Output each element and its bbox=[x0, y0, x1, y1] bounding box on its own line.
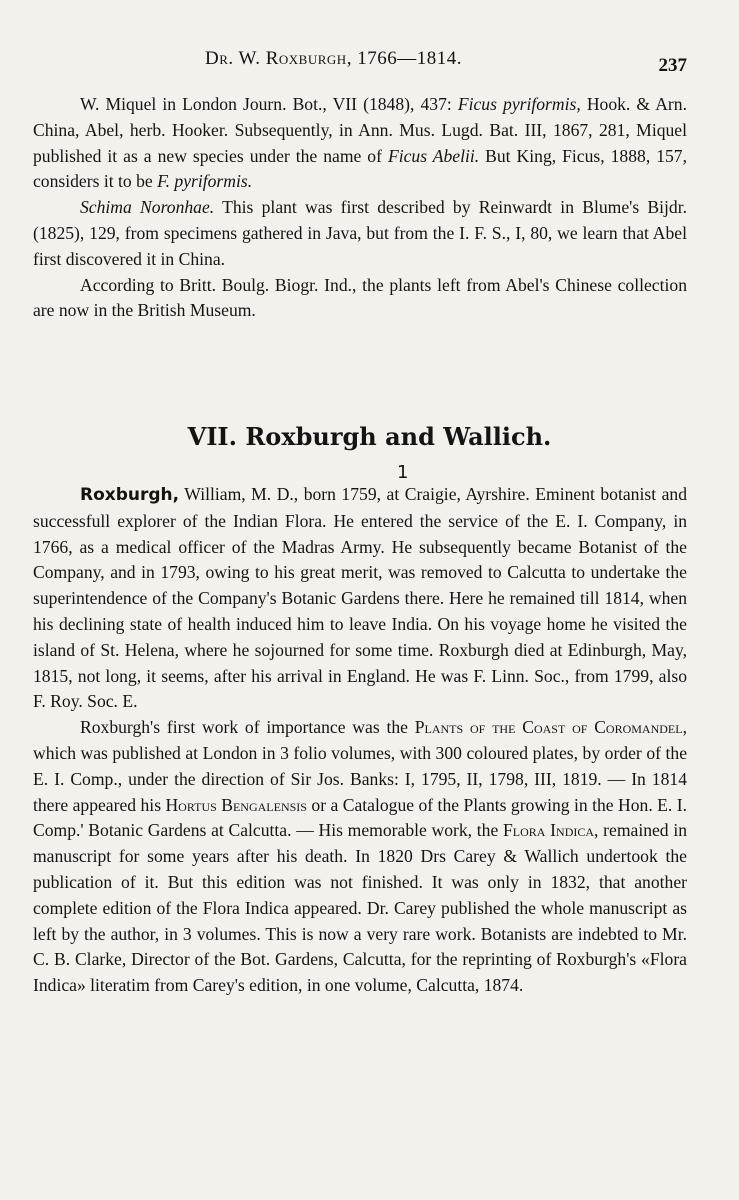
taxon-name: Ficus pyriformis, bbox=[457, 94, 581, 114]
running-head bbox=[0, 48, 739, 82]
taxon-name: Ficus Abelii. bbox=[387, 145, 480, 166]
paragraph-collection bbox=[33, 273, 687, 325]
page-number: 237 bbox=[658, 55, 687, 76]
paragraph-schima bbox=[33, 195, 687, 272]
entry-name: Roxburgh, bbox=[80, 485, 180, 505]
text-run: Roxburgh's first work of importance was the bbox=[80, 717, 415, 738]
text-run: or a Catalogue of the Plants growing in the Hon. E. I. Comp.' Botanic Gardens at Calcutta. — His memorable work, the bbox=[33, 794, 687, 841]
paragraph-biography bbox=[33, 482, 687, 715]
text-run: William, M. D., born 1759, at Craigie, Ayrshire. Eminent botanist and successfull explorer of the Indian Flora. He entered the service of the E. I. Company, in 1766, as a medical officer of the Madras Army. He subsequently became Botanist of the Company, and in 1793, owing to his great merit, was removed to Calcutta to undertake the superintendence of the Company's Botanic Gardens there. Here he remained till 1814, when his declining state of health induced him to leave India. On his voyage home he visited the island of St. Helena, where he sojourned for some time. Roxburgh died at Edinburgh, May, 1815, not long, it seems, after his arrival in England. He was F. Linn. Soc., from 1799, also F. Roy. Soc. E. bbox=[33, 484, 687, 712]
text-run: which was published at London in 3 folio volumes, with 300 coloured plates, by order of the E. I. Comp., under the direction of Sir Jos. Banks: I, 1795, II, 1798, III, 1819. — In 1814 there appeared his bbox=[33, 742, 687, 815]
text-run: This plant was first described by Reinwardt in Blume's Bijdr. (1825), 129, from specimens gathered in Java, but from the I. F. S., I, 80, we learn that Abel first discovered it in China. bbox=[33, 197, 688, 269]
work-title: Flora Indica, bbox=[503, 820, 599, 841]
text-run: According to Britt. Boulg. Biogr. Ind., the plants left from Abel's Chinese collection are now in the British Museum. bbox=[33, 274, 687, 321]
taxon-name: Schima Noronhae. bbox=[80, 197, 215, 218]
text-run: W. Miquel in London Journ. Bot., VII (1848), 437: bbox=[80, 94, 458, 114]
text-run: Hook. & Arn. China, Abel, herb. Hooker. Subsequently, in Ann. Mus. Lugd. Bat. III, 1867, 281, Miquel published it as a new species under the name of bbox=[33, 94, 687, 166]
running-title: Dr. W. Roxburgh, 1766—1814. bbox=[205, 48, 462, 69]
text-run: But King, Ficus, 1888, 157, considers it to be bbox=[33, 145, 687, 192]
work-title: Hortus Bengalensis bbox=[165, 794, 307, 815]
text-block-roxburgh bbox=[33, 482, 687, 999]
paragraph-ficus bbox=[33, 92, 687, 195]
work-title: Plants of the Coast of Coromandel, bbox=[414, 717, 687, 738]
text-block-top bbox=[33, 92, 687, 324]
paragraph-works bbox=[33, 715, 687, 999]
text-run: remained in manuscript for some years after his death. In 1820 Drs Carey & Wallich undertook the publication of it. But this edition was not finished. It was only in 1832, that another complete edition of the Flora Indica appeared. Dr. Carey published the whole manuscript as left by the author, in 3 volumes. This is now a very rare work. Botanists are indebted to Mr. C. B. Clarke, Director of the Bot. Gardens, Calcutta, for the reprinting of Roxburgh's «Flora Indica» literatim from Carey's edition, in one volume, Calcutta, 1874. bbox=[33, 820, 688, 996]
taxon-name: F. pyriformis. bbox=[157, 171, 253, 192]
section-heading: VII. Roxburgh and Wallich. bbox=[187, 422, 552, 451]
handwritten-correction: 1 bbox=[397, 462, 409, 483]
